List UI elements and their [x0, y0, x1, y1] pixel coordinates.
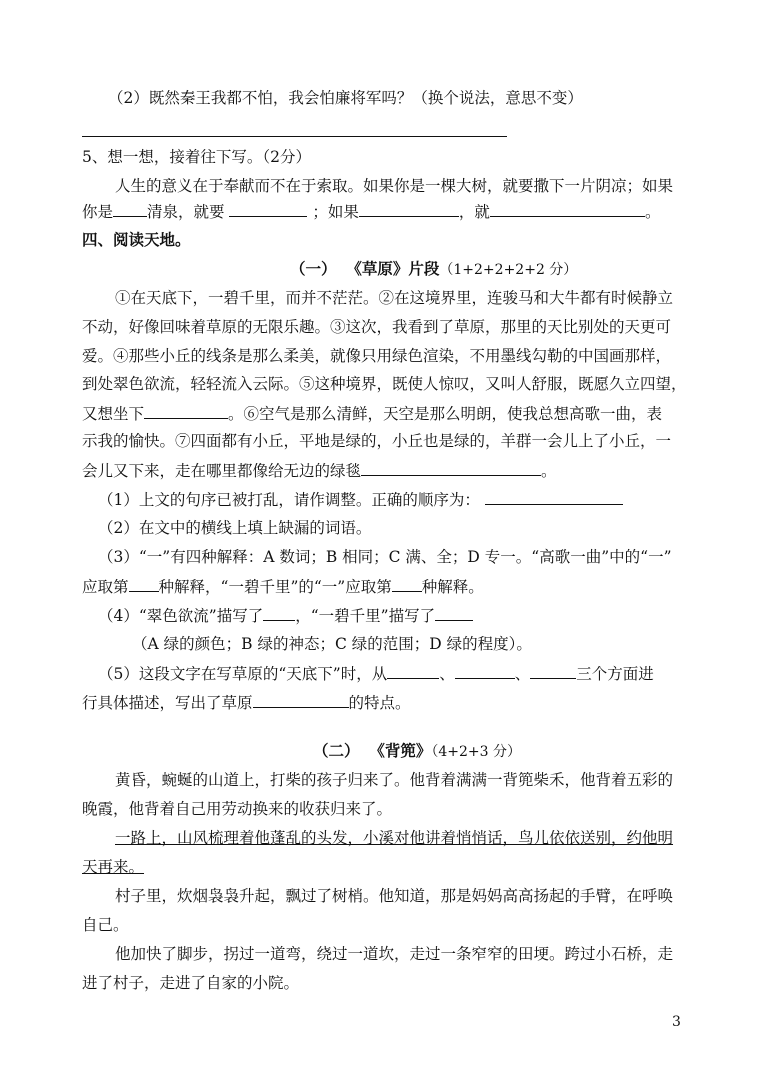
q5-fill-line: 你是 清泉，就要 ；如果 ，就 。	[82, 203, 661, 221]
p3-line-2: 自己。	[82, 916, 129, 934]
blank	[361, 460, 541, 476]
p1-line-1: 黄昏，蜿蜒的山道上，打柴的孩子归来了。他背着满满一背篼柴禾，他背着五彩的	[115, 771, 674, 789]
q2-line: （2）既然秦王我都不怕，我会怕廉将军吗？（换个说法，意思不变）	[108, 89, 583, 107]
blank	[144, 403, 228, 419]
q2-answer-line	[82, 136, 507, 137]
passage-line-6: 示我的愉快。⑦四面都有小丘，平地是绿的，小丘也是绿的，羊群一会儿上了小丘，一	[82, 432, 672, 450]
blank	[490, 201, 645, 217]
p1-line-2: 晚霞，他背着自己用劳动换来的收获归来了。	[82, 800, 393, 818]
part1-q3-line2: 应取第 种解释，“一碧千里”的“一”应取第 种解释。	[82, 578, 484, 596]
passage-line-7: 会儿又下来，走在哪里都像给无边的绿毯 。	[82, 462, 557, 480]
blank	[392, 576, 422, 592]
part1-q2: （2）在文中的横线上填上缺漏的词语。	[98, 519, 372, 537]
part1-q3-line1: （3）“一”有四种解释：A 数词；B 相同；C 满、全；D 专一。“高歌一曲”中的“一”	[98, 548, 672, 566]
blank	[129, 576, 159, 592]
blank	[229, 201, 307, 217]
blank	[435, 605, 473, 621]
q5-intro: 人生的意义在于奉献而不在于索取。如果你是一棵大树，就要撒下一片阴凉；如果	[115, 177, 674, 195]
part1-q4-line2: （A 绿的颜色；B 绿的神态；C 绿的范围；D 绿的程度）。	[132, 635, 532, 653]
blank	[530, 663, 576, 679]
part1-title: （一） 《草原》片段（1+2+2+2+2 分）	[290, 259, 578, 278]
q5-title: 5、想一想，接着往下写。（2分）	[82, 148, 311, 166]
p4-line-2: 进了村子，走进了自家的小院。	[82, 974, 300, 992]
section4-heading: 四、阅读天地。	[82, 230, 191, 249]
p4-line-1: 他加快了脚步，拐过一道弯，绕过一道坎，走过一条窄窄的田埂。跨过小石桥，走	[115, 945, 674, 963]
blank	[485, 489, 623, 505]
blank	[359, 201, 459, 217]
page-number: 3	[672, 1014, 681, 1030]
part1-q1: （1）上文的句序已被打乱，请作调整。正确的顺序为：	[98, 489, 623, 510]
p3-line-1: 村子里，炊烟袅袅升起，飘过了树梢。他知道，那是妈妈高高扬起的手臂，在呼唤	[115, 887, 674, 905]
part2-title: （二） 《背篼》（4+2+3 分）	[313, 741, 522, 760]
blank	[387, 663, 439, 679]
blank	[263, 605, 295, 621]
blank	[455, 663, 515, 679]
passage-line-3: 爱。④那些小丘的线条是那么柔美，就像只用绿色渲染，不用墨线勾勒的中国画那样，	[82, 347, 672, 365]
passage-line-2: 不动，好像回味着草原的无限乐趣。③这次，我看到了草原，那里的天比别处的天更可	[82, 318, 672, 336]
passage-line-1: ①在天底下，一碧千里，而并不茫茫。②在这境界里，连骏马和大牛都有时候静立	[115, 289, 674, 307]
p2-line-1: 一路上，山风梳理着他蓬乱的头发，小溪对他讲着悄悄话，鸟儿依依送别，约他明	[115, 829, 674, 847]
part1-q5-line1: （5）这段文字在写草原的“天底下”时，从 、 、 三个方面进	[98, 665, 654, 683]
blank	[253, 692, 349, 708]
passage-line-4: 到处翠色欲流，轻轻流入云际。⑤这种境界，既使人惊叹，又叫人舒服，既愿久立四望，	[82, 375, 687, 393]
part1-q4-line1: （4）“翠色欲流”描写了 ，“一碧千里”描写了	[98, 605, 473, 626]
blank	[113, 201, 147, 217]
passage-line-5: 又想坐下 。⑥空气是那么清鲜，天空是那么明朗，使我总想高歌一曲，表	[82, 405, 663, 423]
p2-line-2: 天再来。	[82, 858, 145, 876]
part1-q5-line2: 行具体描述，写出了草原 的特点。	[82, 694, 411, 712]
